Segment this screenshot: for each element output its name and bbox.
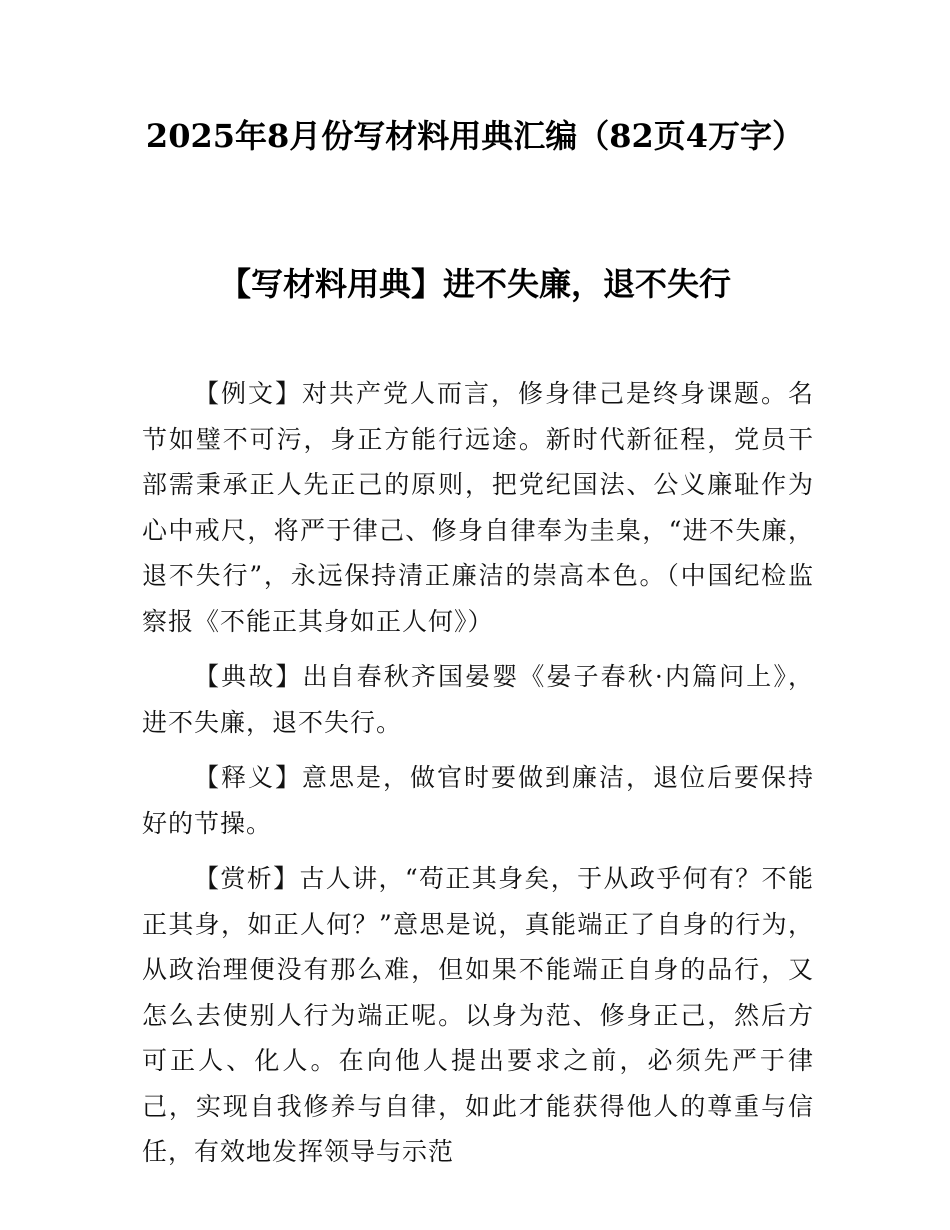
paragraph-text: 出自春秋齐国晏婴《晏子春秋·内篇问上》，进不失廉，退不失行。 — [142, 662, 814, 737]
document-body — [142, 371, 814, 1185]
paragraph-text: 意思是，做官时要做到廉洁，退位后要保持好的节操。 — [142, 763, 814, 838]
paragraph-meaning — [142, 755, 814, 846]
paragraph-tag: 【释义】 — [194, 763, 302, 792]
paragraph-tag: 【例文】 — [194, 379, 302, 408]
paragraph-allusion — [142, 654, 814, 745]
paragraph-appreciation — [142, 856, 814, 1175]
paragraph-text: 古人讲，“苟正其身矣，于从政乎何有？不能正其身，如正人何？”意思是说，真能端正了自身的行为，从政治理便没有那么难，但如果不能端正自身的品行，又怎么去使别人行为端正呢。以身为范、修身正己，然后方可正人、化人。在向他人提出要求之前，必须先严于律己，实现自我修养与自律，如此才能获得他人的尊重与信任，有效地发挥领导与示范 — [142, 864, 814, 1166]
paragraph-tag: 【典故】 — [194, 662, 303, 691]
paragraph-example — [142, 371, 814, 644]
paragraph-text: 对共产党人而言，修身律己是终身课题。名节如璧不可污，身正方能行远途。新时代新征程，党员干部需秉承正人先正己的原则，把党纪国法、公义廉耻作为心中戒尺，将严于律己、修身自律奉为圭臬，“进不失廉，退不失行”，永远保持清正廉洁的崇高本色。（中国纪检监察报《不能正其身如正人何》） — [142, 379, 814, 636]
document-title: 2025年8月份写材料用典汇编（82页4万字） — [145, 117, 805, 155]
paragraph-tag: 【赏析】 — [194, 864, 300, 893]
section-title: 【写材料用典】进不失廉，退不失行 — [218, 265, 731, 303]
